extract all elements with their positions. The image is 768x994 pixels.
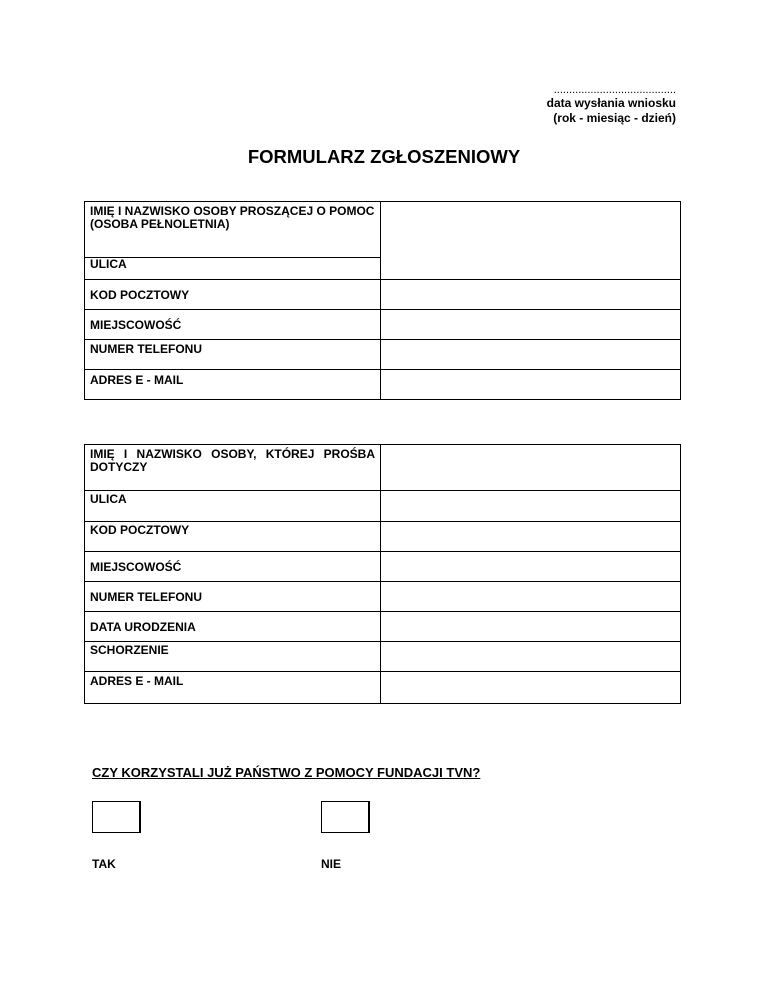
label-tak: TAK: [92, 857, 116, 871]
label-beneficiary-city: MIEJSCOWOŚĆ: [85, 552, 381, 582]
field-beneficiary-condition[interactable]: [381, 642, 681, 672]
page-title: FORMULARZ ZGŁOSZENIOWY: [247, 146, 521, 167]
beneficiary-table: [84, 444, 681, 704]
field-applicant-name[interactable]: [381, 202, 681, 280]
applicant-table: [84, 201, 681, 400]
label-applicant-email: ADRES E - MAIL: [85, 370, 381, 400]
field-beneficiary-city[interactable]: [381, 552, 681, 582]
field-beneficiary-birth-date[interactable]: [381, 612, 681, 642]
checkbox-nie[interactable]: [321, 801, 370, 833]
date-format-hint: (rok - miesiąc - dzień): [553, 111, 676, 125]
field-beneficiary-name[interactable]: [381, 445, 681, 491]
label-applicant-name: IMIĘ I NAZWISKO OSOBY PROSZĄCEJ O POMOC (OSOBA PEŁNOLETNIA): [85, 202, 381, 258]
label-beneficiary-birth-date: DATA URODZENIA: [85, 612, 381, 642]
label-beneficiary-phone: NUMER TELEFONU: [85, 582, 381, 612]
field-applicant-email[interactable]: [381, 370, 681, 400]
field-beneficiary-email[interactable]: [381, 672, 681, 704]
label-applicant-city: MIEJSCOWOŚĆ: [85, 310, 381, 340]
date-label: data wysłania wniosku: [546, 96, 676, 110]
label-beneficiary-email: ADRES E - MAIL: [85, 672, 381, 704]
label-nie: NIE: [321, 857, 342, 871]
label-beneficiary-name: IMIĘ I NAZWISKO OSOBY, KTÓREJ PROŚBA DOTYCZY: [85, 445, 381, 491]
label-applicant-postal-code: KOD POCZTOWY: [85, 280, 381, 310]
checkbox-tak[interactable]: [92, 801, 141, 833]
question-prior-help: CZY KORZYSTALI JUŻ PAŃSTWO Z POMOCY FUNDACJI TVN?: [92, 765, 481, 780]
field-beneficiary-postal-code[interactable]: [381, 522, 681, 552]
field-applicant-postal-code[interactable]: [381, 280, 681, 310]
field-applicant-city[interactable]: [381, 310, 681, 340]
label-applicant-phone: NUMER TELEFONU: [85, 340, 381, 370]
date-block: [547, 84, 676, 126]
label-applicant-street: ULICA: [85, 258, 381, 280]
label-beneficiary-postal-code: KOD POCZTOWY: [85, 522, 381, 552]
field-beneficiary-phone[interactable]: [381, 582, 681, 612]
field-beneficiary-street[interactable]: [381, 491, 681, 522]
field-applicant-phone[interactable]: [381, 340, 681, 370]
label-beneficiary-street: ULICA: [85, 491, 381, 522]
date-dotted-line: ........................................: [553, 84, 676, 96]
label-beneficiary-condition: SCHORZENIE: [85, 642, 381, 672]
